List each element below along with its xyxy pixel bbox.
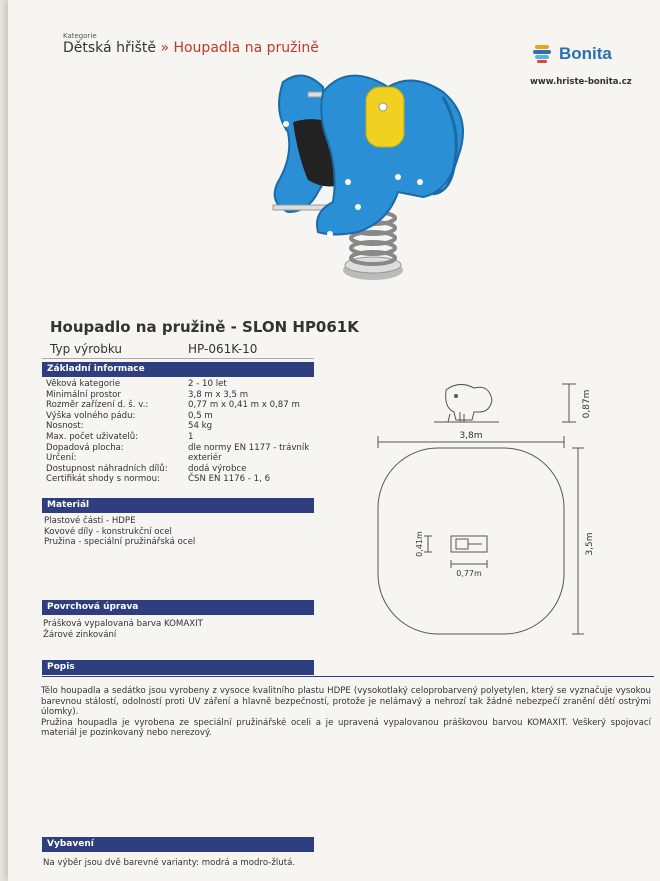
height-label: 0,87m <box>582 389 592 419</box>
info-row: Dostupnost náhradních dílů: dodá výrobce <box>46 463 247 474</box>
material-item: Pružina - speciální pružinářská ocel <box>44 537 196 548</box>
logo-stripes-icon <box>533 44 555 64</box>
logo-url: www.hriste-bonita.cz <box>530 77 632 87</box>
dimension-diagram <box>364 378 604 640</box>
description-rule <box>42 676 654 677</box>
description-text <box>41 686 651 739</box>
info-row: Dopadová plocha: dle normy EN 1177 - trávník <box>46 442 310 453</box>
section-heading-basic-info: Základní informace <box>42 362 314 377</box>
breadcrumb-category: Dětská hřiště <box>63 40 156 56</box>
info-row: Věková kategorie 2 - 10 let <box>46 379 227 389</box>
category-label: Kategorie <box>63 32 97 40</box>
section-heading-equipment: Vybavení <box>42 837 314 852</box>
width-label: 3,8m <box>459 431 483 441</box>
product-type-label: Typ výrobku <box>50 342 123 356</box>
elephant-spring-rider-image <box>248 62 478 290</box>
equipment-text: Na výběr jsou dvě barevné varianty: modrá a modro-žlutá. <box>43 858 296 868</box>
material-item: Kovové díly - konstrukční ocel <box>44 526 172 537</box>
info-row: Určení: exteriér <box>46 453 222 464</box>
basic-info-table <box>46 379 309 485</box>
surface-list <box>43 619 203 640</box>
surface-item: Žárové zinkování <box>43 629 117 640</box>
info-row: Max. počet uživatelů: 1 <box>46 431 194 442</box>
info-row: Minimální prostor 3,8 m x 3,5 m <box>46 389 249 400</box>
product-type-value: HP-061K-10 <box>188 342 258 356</box>
breadcrumb-current: Houpadla na pružině <box>173 40 319 56</box>
info-row: Certifikát shody s normou: ČSN EN 1176 - 1, 6 <box>46 474 271 485</box>
logo-name: Bonita <box>559 44 612 63</box>
info-row: Rozměr zařízení d. š. v.: 0,77 m x 0,41 m x 0,87 m <box>46 400 300 411</box>
document-sheet <box>8 0 660 881</box>
surface-item: Prášková vypalovaná barva KOMAXIT <box>43 619 203 629</box>
material-item: Plastové části - HDPE <box>44 516 136 526</box>
depth-label: 3,5m <box>585 532 595 556</box>
info-row: Výška volného pádu: 0,5 m <box>46 410 213 421</box>
material-list <box>44 516 195 548</box>
footprint-width-label: 0,77m <box>456 569 482 578</box>
description-paragraph: Tělo houpadla a sedátko jsou vyrobeny z vysoce kvalitního plastu HDPE (vysokotlaký celoprobarvený polyetylen, který se vyznačuje vysokou barevnou stálostí, odolností proti UV záření a hlavně bezpečností, protože je nelámavý a nehrozí tak žádné nebezpečí zranění dětí ostrými úlomky). <box>41 686 651 718</box>
bonita-logo <box>533 44 612 64</box>
description-paragraph: Pružina houpadla je vyrobena ze speciální pružinářské oceli a je upravená vypalovanou práškovou barvou KOMAXIT. Veškerý spojovací materiál je pozinkovaný nebo nerezový. <box>41 717 651 739</box>
info-row: Nosnost: 54 kg <box>46 421 213 432</box>
divider <box>42 358 314 359</box>
footprint-depth-label: 0,41m <box>415 531 424 557</box>
breadcrumb-separator: » <box>160 40 170 56</box>
section-heading-surface: Povrchová úprava <box>42 600 314 615</box>
breadcrumb <box>63 40 319 56</box>
section-heading-material: Materiál <box>42 498 314 513</box>
section-heading-description: Popis <box>42 660 314 675</box>
product-title: Houpadlo na pružině - SLON HP061K <box>50 318 359 336</box>
